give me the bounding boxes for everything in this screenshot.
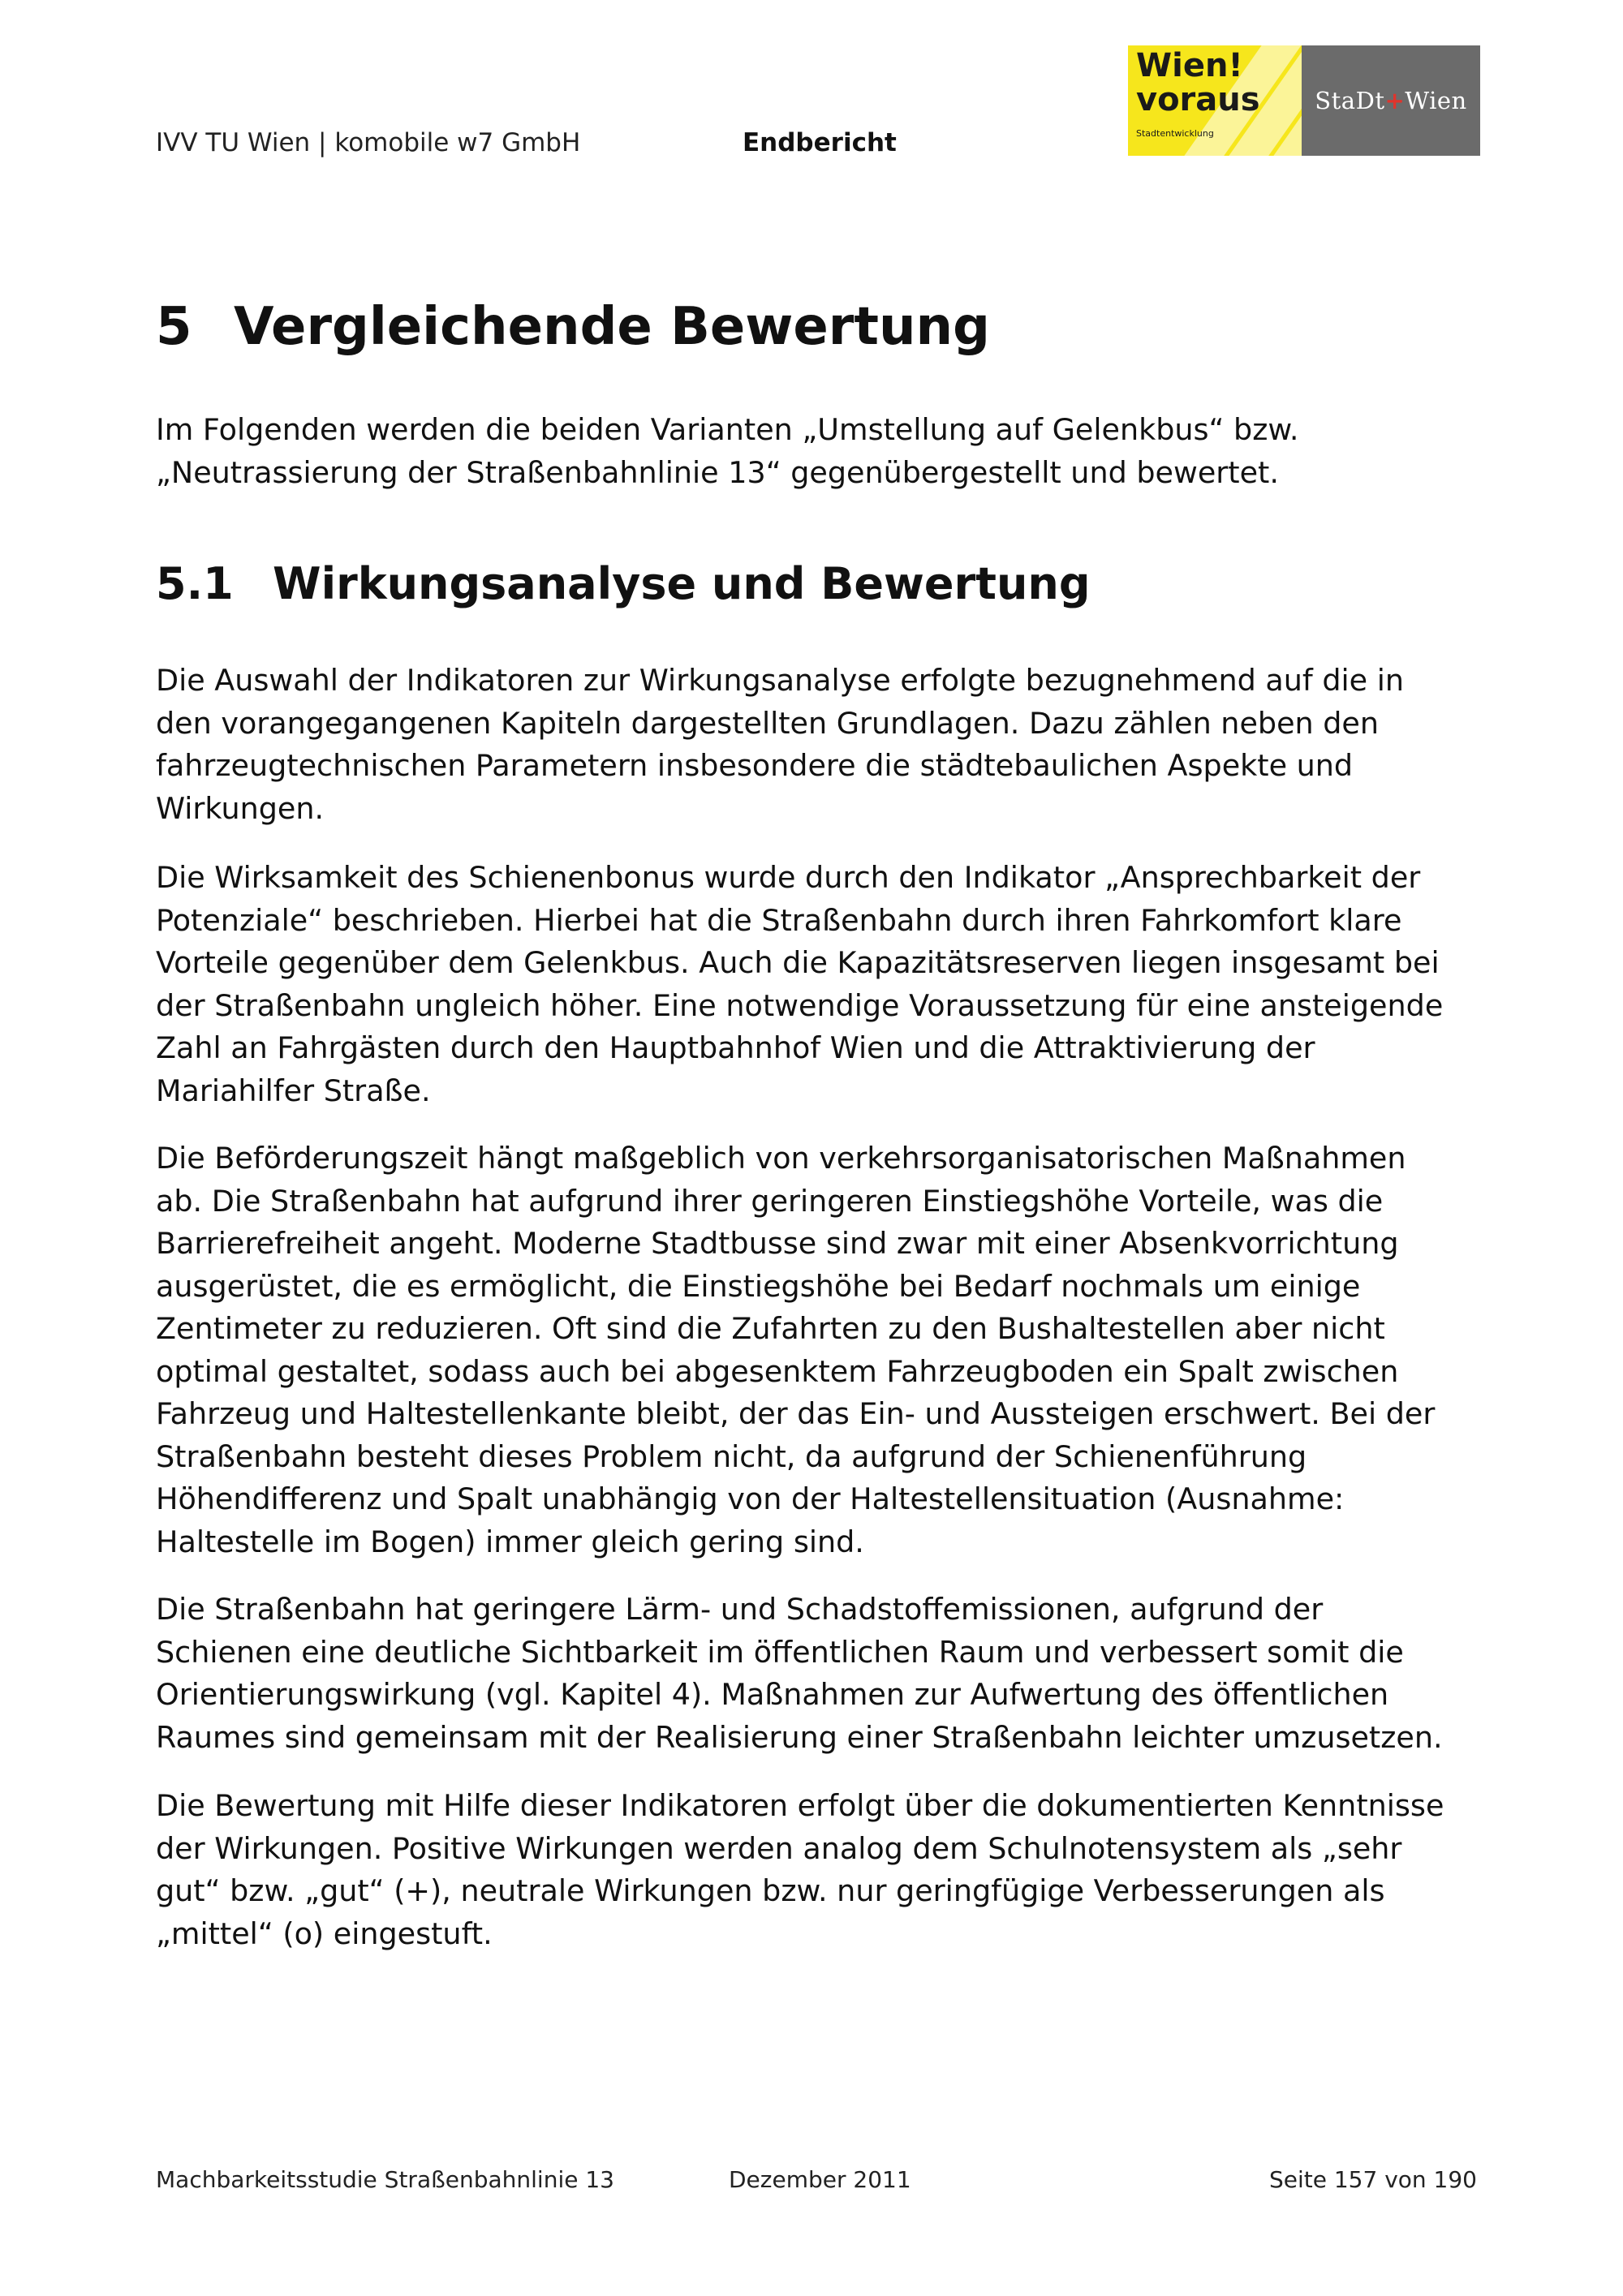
wien-voraus-logo: [1128, 45, 1302, 156]
paragraph-2: Die Wirksamkeit des Schienenbonus wurde durch den Indikator „Ansprechbarkeit der Potenziale“ beschrieben. Hierbei hat die Straßenbahn durch ihren Fahrkomfort klare Vorteile gegenüber dem Gelenkbus. Auch die Kapazitätsreserven liegen insgesamt bei der Straßenbahn ungleich höher. Eine notwendige Voraussetzung für eine ansteigende Zahl an Fahrgästen durch den Hauptbahnhof Wien und die Attraktivierung der Mariahilfer Straße.: [156, 860, 1444, 1108]
subsection-number: 5.1: [156, 558, 234, 609]
footer-date: Dezember 2011: [729, 2166, 911, 2193]
section-heading: [156, 297, 990, 357]
stadt-wien-logo: StaDt + Wien: [1302, 45, 1480, 156]
subsection-title: Wirkungsanalyse und Bewertung: [273, 558, 1091, 609]
section-number: 5: [156, 297, 192, 357]
subsection-heading: [156, 558, 1091, 609]
header-logos: [1128, 45, 1480, 156]
footer-title: Machbarkeitsstudie Straßenbahnlinie 13: [156, 2166, 614, 2193]
paragraph-3: Die Beförderungszeit hängt maßgeblich von verkehrsorganisatorischen Maßnahmen ab. Die Straßenbahn hat aufgrund ihrer geringeren Einstiegshöhe Vorteile, was die Barrierefreiheit angeht. Moderne Stadtbusse sind zwar mit einer Absenkvorrichtung ausgerüstet, die es ermöglicht, die Einstiegshöhe bei Bedarf nochmals um einige Zentimeter zu reduzieren. Oft sind die Zufahrten zu den Bushaltestellen aber nicht optimal gestaltet, sodass auch bei abgesenktem Fahrzeugboden ein Spalt zwischen Fahrzeug und Haltestellenkante bleibt, der das Ein- und Aussteigen erschwert. Bei der Straßenbahn besteht dieses Problem nicht, da aufgrund der Schienenführung Höhendifferenz und Spalt unabhängig von der Haltestellensituation (Ausnahme: Haltestelle im Bogen) immer gleich gering sind.: [156, 1141, 1436, 1559]
wien-voraus-logo-subtext: Stadtentwicklung: [1136, 128, 1214, 139]
section-intro: Im Folgenden werden die beiden Varianten „Umstellung auf Gelenkbus“ bzw. „Neutrassierung der Straßenbahnlinie 13“ gegenübergestellt und bewertet.: [156, 412, 1299, 490]
paragraph-5: Die Bewertung mit Hilfe dieser Indikatoren erfolgt über die dokumentierten Kenntnisse der Wirkungen. Positive Wirkungen werden analog dem Schulnotensystem als „sehr gut“ bzw. „gut“ (+), neutrale Wirkungen bzw. nur geringfügige Verbesserungen als „mittel“ (o) eingestuft.: [156, 1788, 1444, 1951]
header-authors: IVV TU Wien | komobile w7 GmbH: [156, 128, 581, 157]
section-title: Vergleichende Bewertung: [234, 297, 990, 357]
paragraph-1: Die Auswahl der Indikatoren zur Wirkungsanalyse erfolgte bezugnehmend auf die in den vorangegangenen Kapiteln dargestellten Grundlagen. Dazu zählen neben den fahrzeugtechnischen Parametern insbesondere die städtebaulichen Aspekte und Wirkungen.: [156, 663, 1404, 826]
wien-voraus-logo-text: Wien! voraus: [1136, 47, 1260, 118]
footer-page-number: Seite 157 von 190: [1268, 2166, 1477, 2193]
header-report-type: Endbericht: [743, 128, 897, 157]
paragraph-4: Die Straßenbahn hat geringere Lärm- und Schadstoffemissionen, aufgrund der Schienen eine deutliche Sichtbarkeit im öffentlichen Raum und verbessert somit die Orientierungswirkung (vgl. Kapitel 4). Maßnahmen zur Aufwertung des öffentlichen Raumes sind gemeinsam mit der Realisierung einer Straßenbahn leichter umzusetzen.: [156, 1592, 1443, 1755]
